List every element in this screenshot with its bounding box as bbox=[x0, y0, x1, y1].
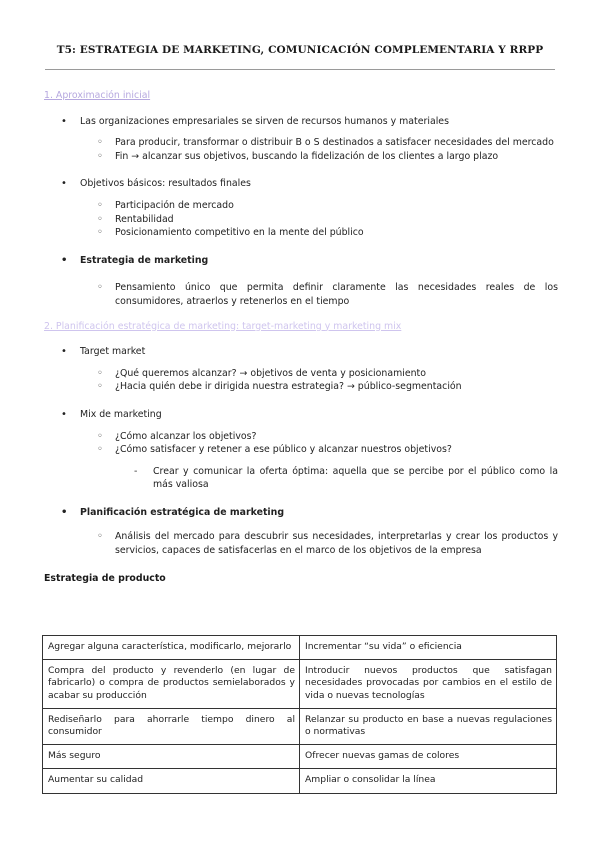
table-cell: Rediseñarlo para ahorrarle tiempo dinero al consumidor bbox=[43, 708, 300, 744]
table-cell: Agregar alguna característica, modificarlo, mejorarlo bbox=[43, 636, 300, 660]
subsublist bbox=[44, 465, 558, 492]
document-title: T5: ESTRATEGIA DE MARKETING, COMUNICACIÓN COMPLEMENTARIA Y RRPP bbox=[56, 44, 544, 56]
product-strategy-title: Estrategia de producto bbox=[44, 572, 166, 584]
list-item: • Planificación estratégica de marketing bbox=[44, 506, 558, 520]
product-strategy-table bbox=[42, 635, 557, 794]
sublist bbox=[44, 367, 558, 394]
table-cell: Compra del producto y revenderlo (en lugar de fabricarlo) o compra de productos semielaborados y acabar su producción bbox=[43, 660, 300, 709]
table-row bbox=[43, 708, 557, 744]
sublist-item: ◦ ¿Hacia quién debe ir dirigida nuestra estrategia? → público-segmentación bbox=[44, 380, 558, 394]
list-item: • Las organizaciones empresariales se sirven de recursos humanos y materiales bbox=[44, 115, 558, 129]
sublist-item: ◦ Pensamiento único que permita definir claramente las necesidades reales de los consumidores, atraerlos y retenerlos en el tiempo bbox=[44, 281, 558, 308]
sublist-item: ◦ ¿Qué queremos alcanzar? → objetivos de venta y posicionamiento bbox=[44, 367, 558, 381]
table-cell: Incrementar “su vida” o eficiencia bbox=[300, 636, 557, 660]
section-2-heading[interactable]: 2. Planificación estratégica de marketing: target-marketing y marketing mix bbox=[44, 320, 402, 332]
table-row bbox=[43, 769, 557, 793]
sublist bbox=[44, 430, 558, 457]
sublist bbox=[44, 530, 558, 557]
sublist-item: ◦ Posicionamiento competitivo en la mente del público bbox=[44, 226, 558, 240]
section-1-list bbox=[44, 254, 558, 268]
section-1-list bbox=[44, 177, 558, 191]
section-2-list bbox=[44, 506, 558, 520]
list-item: • Mix de marketing bbox=[44, 408, 558, 422]
section-2-list bbox=[44, 408, 558, 422]
subsublist-item: - Crear y comunicar la oferta óptima: aquella que se percibe por el público como la más valiosa bbox=[44, 465, 558, 492]
sublist-item: ◦ ¿Cómo satisfacer y retener a ese público y alcanzar nuestros objetivos? bbox=[44, 443, 558, 457]
table-cell: Ampliar o consolidar la línea bbox=[300, 769, 557, 793]
sublist bbox=[44, 136, 558, 163]
list-item: • Estrategia de marketing bbox=[44, 254, 558, 268]
table-cell: Introducir nuevos productos que satisfagan necesidades provocadas por cambios en el estilo de vida o nuevas tecnologías bbox=[300, 660, 557, 709]
list-item: • Target market bbox=[44, 345, 558, 359]
table-cell: Relanzar su producto en base a nuevas regulaciones o normativas bbox=[300, 708, 557, 744]
title-divider bbox=[45, 69, 555, 70]
table-row bbox=[43, 745, 557, 769]
sublist-item: ◦ Participación de mercado bbox=[44, 199, 558, 213]
document-body bbox=[44, 89, 558, 585]
section-1-list bbox=[44, 115, 558, 129]
section-2-list bbox=[44, 345, 558, 359]
table-row bbox=[43, 660, 557, 709]
sublist-item: ◦ Fin → alcanzar sus objetivos, buscando la fidelización de los clientes a largo plazo bbox=[44, 150, 558, 164]
section-1-heading[interactable]: 1. Aproximación inicial bbox=[44, 90, 151, 101]
sublist-item: ◦ ¿Cómo alcanzar los objetivos? bbox=[44, 430, 558, 444]
table-row bbox=[43, 636, 557, 660]
sublist-item: ◦ Análisis del mercado para descubrir sus necesidades, interpretarlas y crear los productos y servicios, capaces de satisfacerlas en el marco de los objetivos de la empresa bbox=[44, 530, 558, 557]
sublist-item: ◦ Rentabilidad bbox=[44, 213, 558, 227]
table-cell: Más seguro bbox=[43, 745, 300, 769]
sublist bbox=[44, 199, 558, 240]
sublist-item: ◦ Para producir, transformar o distribuir B o S destinados a satisfacer necesidades del mercado bbox=[44, 136, 558, 150]
table-cell: Aumentar su calidad bbox=[43, 769, 300, 793]
table-cell: Ofrecer nuevas gamas de colores bbox=[300, 745, 557, 769]
sublist bbox=[44, 281, 558, 308]
list-item: • Objetivos básicos: resultados finales bbox=[44, 177, 558, 191]
